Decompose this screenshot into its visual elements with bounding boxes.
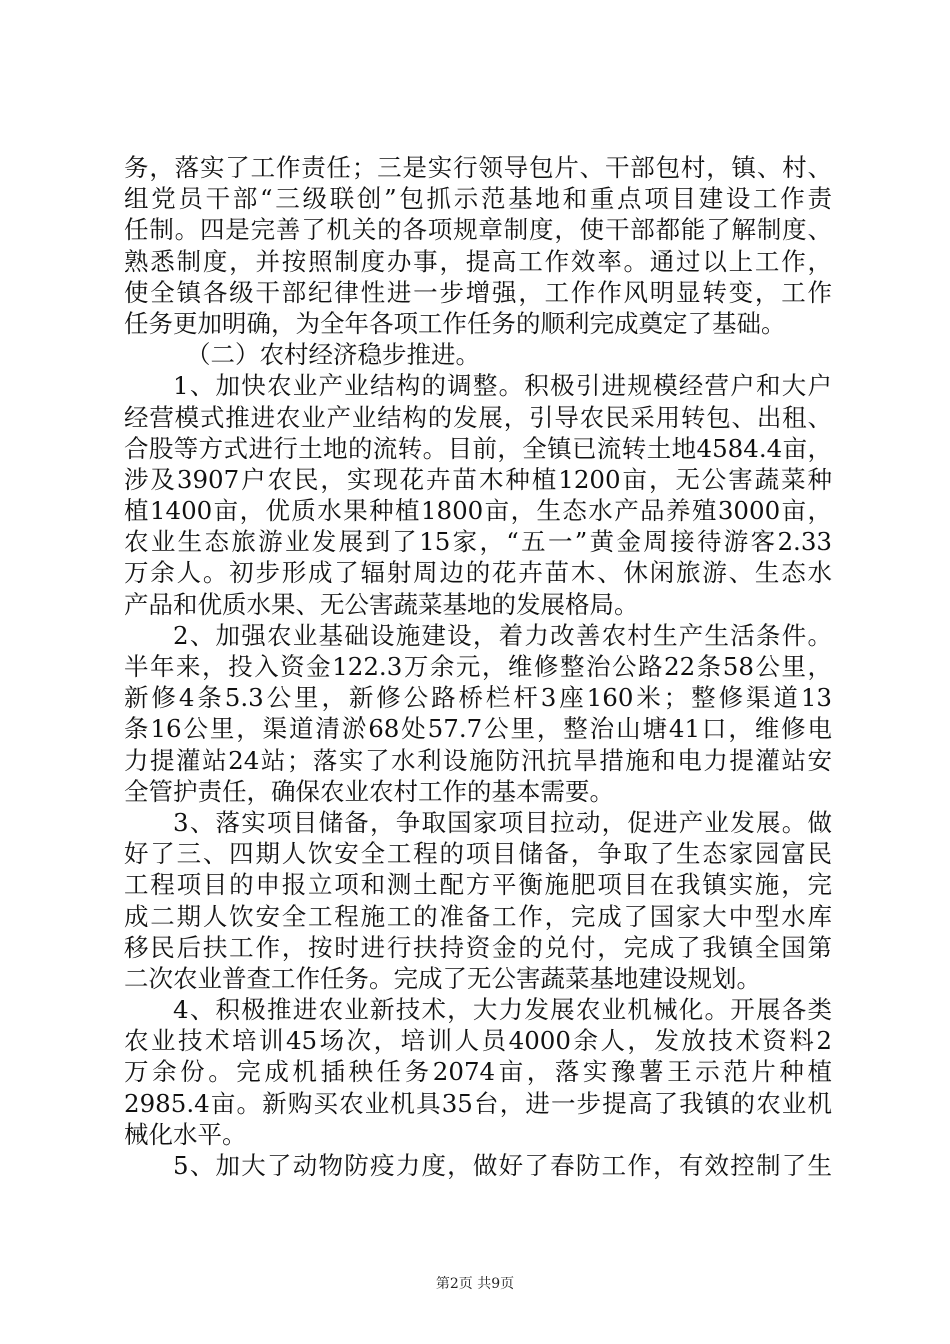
text-line: 2、加强农业基础设施建设，着力改善农村生产生活条件。 — [173, 620, 832, 650]
text-line: 械化水平。 — [124, 1119, 247, 1149]
text-line: 二次农业普查工作任务。完成了无公害蔬菜基地建设规划。 — [124, 963, 761, 993]
text-line: 半年来，投入资金122.3万余元，维修整治公路22条58公里， — [124, 652, 832, 681]
text-line: 合股等方式进行土地的流转。目前，全镇已流转土地4584.4亩， — [124, 433, 832, 463]
text-line: 成二期人饮安全工程施工的准备工作，完成了国家大中型水库 — [124, 901, 832, 931]
text-line: 经营模式推进农业产业结构的发展，引导农民采用转包、出租、 — [124, 402, 832, 432]
text-line: 4、积极推进农业新技术，大力发展农业机械化。开展各类 — [173, 995, 832, 1025]
text-line: （二）农村经济稳步推进。 — [186, 340, 480, 370]
document-body — [124, 152, 832, 1181]
text-line: 万余份。完成机插秧任务2074亩，落实豫薯王示范片种植 — [124, 1057, 832, 1087]
text-line: 产品和优质水果、无公害蔬菜基地的发展格局。 — [124, 589, 639, 619]
text-line: 组党员干部“三级联创”包抓示范基地和重点项目建设工作责 — [124, 184, 832, 214]
text-line: 新修4条5.3公里，新修公路桥栏杆3座160米；整修渠道13 — [124, 683, 832, 713]
text-line: 熟悉制度，并按照制度办事，提高工作效率。通过以上工作， — [124, 246, 832, 276]
text-line: 1、加快农业产业结构的调整。积极引进规模经营户和大户 — [173, 371, 832, 401]
text-line: 好了三、四期人饮安全工程的项目储备，争取了生态家园富民 — [124, 839, 832, 869]
text-line: 移民后扶工作，按时进行扶持资金的兑付，完成了我镇全国第 — [124, 932, 832, 962]
text-line: 任务更加明确，为全年各项工作任务的顺利完成奠定了基础。 — [124, 308, 786, 338]
text-line: 任制。四是完善了机关的各项规章制度，使干部都能了解制度、 — [124, 215, 832, 245]
text-line: 万余人。初步形成了辐射周边的花卉苗木、休闲旅游、生态水 — [124, 558, 832, 588]
text-line: 2985.4亩。新购买农业机具35台，进一步提高了我镇的农业机 — [124, 1088, 832, 1118]
text-line: 涉及3907户农民，实现花卉苗木种植1200亩，无公害蔬菜种 — [124, 464, 832, 494]
text-line: 5、加大了动物防疫力度，做好了春防工作，有效控制了生 — [173, 1151, 832, 1180]
text-line: 植1400亩，优质水果种植1800亩，生态水产品养殖3000亩， — [124, 496, 832, 526]
text-line: 使全镇各级干部纪律性进一步增强，工作作风明显转变，工作 — [124, 277, 832, 307]
text-line: 全管护责任，确保农业农村工作的基本需要。 — [124, 776, 614, 806]
text-line: 力提灌站24站；落实了水利设施防汛抗旱措施和电力提灌站安 — [124, 745, 832, 775]
text-line: 务，落实了工作责任；三是实行领导包片、干部包村，镇、村、 — [124, 153, 832, 182]
text-line: 条16公里，渠道清淤68处57.7公里，整治山塘41口，维修电 — [124, 714, 832, 744]
text-line: 农业生态旅游业发展到了15家，“五一”黄金周接待游客2.33 — [124, 527, 832, 557]
text-line: 农业技术培训45场次，培训人员4000余人，发放技术资料2 — [124, 1026, 832, 1056]
text-line: 工程项目的申报立项和测土配方平衡施肥项目在我镇实施，完 — [124, 870, 832, 900]
text-line: 3、落实项目储备，争取国家项目拉动，促进产业发展。做 — [173, 807, 832, 837]
page-number-footer: 第2页 共9页 — [435, 1276, 515, 1292]
